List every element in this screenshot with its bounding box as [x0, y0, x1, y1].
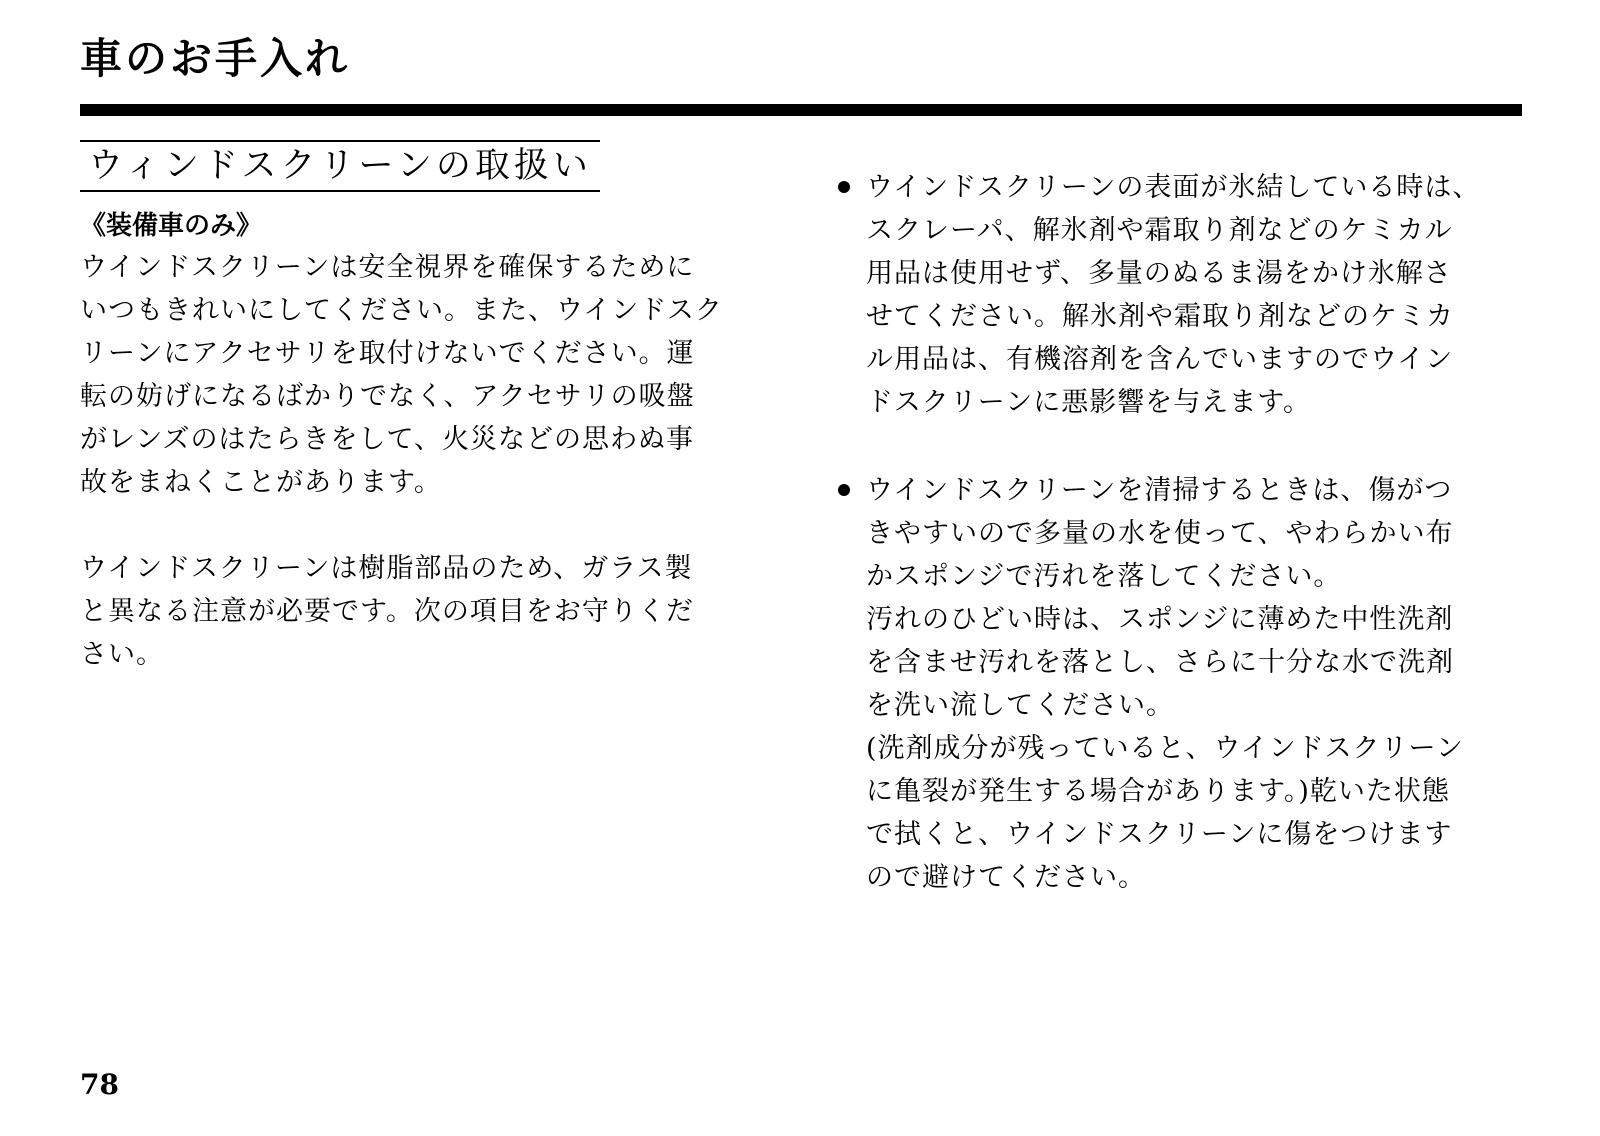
left-column	[80, 140, 760, 676]
paragraph-spacer	[80, 504, 760, 547]
bullet-icon	[838, 181, 850, 193]
caution-paragraph: ウインドスクリーンは樹脂部品のため、ガラス製 と異なる注意が必要です。次の項目をお守りくだ さい。	[80, 553, 694, 670]
list-item	[838, 469, 1538, 899]
bullet-text: ウインドスクリーンを清掃するときは、傷がつ きやすいので多量の水を使って、やわらかい布 かスポンジで汚れを落してください。 汚れのひどい時は、スポンジに薄めた中性洗剤 を含ませ汚れを落とし、さらに十分な水で洗剤 を洗い流してください。 (洗剤成分が残っていると、ウインドスクリーン に亀裂が発生する場合があります。)乾いた状態 で拭くと、ウインドスクリーンに傷をつけます ので避けてください。	[866, 475, 1464, 893]
list-item	[838, 166, 1538, 424]
title-divider	[80, 104, 1522, 116]
list-spacer	[838, 424, 1538, 469]
bullet-icon	[838, 484, 850, 496]
equipment-note: 《装備車のみ》	[80, 211, 263, 241]
intro-paragraph: ウインドスクリーンは安全視界を確保するために いつもきれいにしてください。また、ウインドスク リーンにアクセサリを取付けないでください。運 転の妨げになるばかりでなく、アクセサリの吸盤 がレンズのはたらきをして、火災などの思わぬ事 故をまねくことがあります。	[80, 252, 723, 498]
right-column	[838, 166, 1538, 899]
page-number: 78	[80, 1068, 119, 1101]
page-title: 車のお手入れ	[80, 34, 351, 83]
section-heading: ウィンドスクリーンの取扱い	[80, 140, 600, 192]
bullet-text: ウインドスクリーンの表面が氷結している時は、 スクレーパ、解氷剤や霜取り剤などのケミカル 用品は使用せず、多量のぬるま湯をかけ氷解さ せてください。解氷剤や霜取り剤などのケミカ ル用品は、有機溶剤を含んでいますのでウイン ドスクリーンに悪影響を与えます。	[866, 172, 1481, 418]
